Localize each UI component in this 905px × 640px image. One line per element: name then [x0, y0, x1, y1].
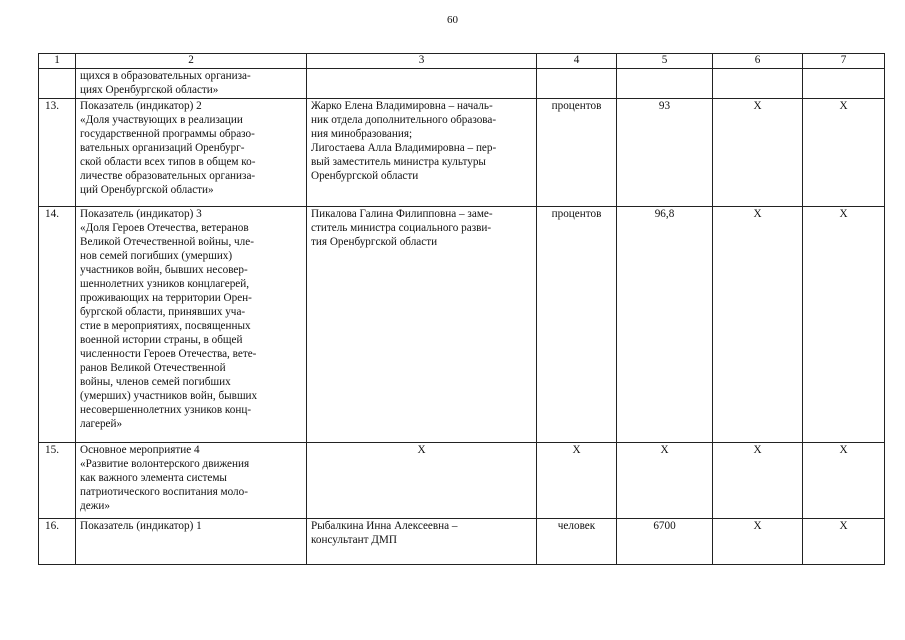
name-cell: Основное мероприятие 4 «Развитие волонтерского движения как важного элемента системы патриотического воспитания моло- дежи»: [76, 443, 307, 519]
indicator-table: [38, 53, 885, 565]
col7-cell: Х: [803, 519, 885, 565]
header-cell: 3: [307, 54, 537, 69]
header-cell: 2: [76, 54, 307, 69]
row-number-cell: 14.: [39, 207, 76, 443]
header-cell: 1: [39, 54, 76, 69]
responsible-cell: Жарко Елена Владимировна – началь- ник отдела дополнительного образова- ния минобразования; Лигостаева Алла Владимировна – пер- вый заместитель министра культуры Оренбургской области: [307, 99, 537, 207]
unit-cell: процентов: [537, 99, 617, 207]
table-header-row: [39, 54, 885, 69]
row-number-cell: 15.: [39, 443, 76, 519]
name-cell: щихся в образовательных организа- циях Оренбургской области»: [76, 69, 307, 99]
unit-cell: Х: [537, 443, 617, 519]
table-row: [39, 519, 885, 565]
value-cell: [617, 69, 713, 99]
value-cell: Х: [617, 443, 713, 519]
col6-cell: Х: [713, 443, 803, 519]
unit-cell: процентов: [537, 207, 617, 443]
header-cell: 6: [713, 54, 803, 69]
col6-cell: [713, 69, 803, 99]
responsible-cell: [307, 69, 537, 99]
col6-cell: Х: [713, 207, 803, 443]
unit-cell: человек: [537, 519, 617, 565]
row-number-cell: 16.: [39, 519, 76, 565]
header-cell: 7: [803, 54, 885, 69]
page-number: 60: [447, 14, 458, 26]
col7-cell: [803, 69, 885, 99]
value-cell: 93: [617, 99, 713, 207]
col6-cell: Х: [713, 99, 803, 207]
col7-cell: Х: [803, 99, 885, 207]
table-row: [39, 99, 885, 207]
responsible-cell: Х: [307, 443, 537, 519]
name-cell: Показатель (индикатор) 2 «Доля участвующих в реализации государственной программы образо- вательных организаций Оренбург- ской области всех типов в общем ко- личестве образовательных организа- ций Оренбургской области»: [76, 99, 307, 207]
row-number-cell: [39, 69, 76, 99]
col6-cell: Х: [713, 519, 803, 565]
header-cell: 4: [537, 54, 617, 69]
table-row: [39, 443, 885, 519]
responsible-cell: Рыбалкина Инна Алексеевна – консультант ДМП: [307, 519, 537, 565]
table-row: [39, 69, 885, 99]
header-cell: 5: [617, 54, 713, 69]
responsible-cell: Пикалова Галина Филипповна – заме- ститель министра социального разви- тия Оренбургской области: [307, 207, 537, 443]
value-cell: 6700: [617, 519, 713, 565]
name-cell: Показатель (индикатор) 1: [76, 519, 307, 565]
name-cell: Показатель (индикатор) 3 «Доля Героев Отечества, ветеранов Великой Отечественной войны, чле- нов семей погибших (умерших) участников войн, бывших несовер- шеннолетних узников концлагерей, проживающих на территории Орен- бургской области, принявших уча- стие в мероприятиях, посвященных военной истории страны, в общей численности Героев Отечества, вете- ранов Великой Отечественной войны, членов семей погибших (умерших) участников войн, бывших несовершеннолетних узников конц- лагерей»: [76, 207, 307, 443]
value-cell: 96,8: [617, 207, 713, 443]
col7-cell: Х: [803, 443, 885, 519]
row-number-cell: 13.: [39, 99, 76, 207]
col7-cell: Х: [803, 207, 885, 443]
table-row: [39, 207, 885, 443]
unit-cell: [537, 69, 617, 99]
